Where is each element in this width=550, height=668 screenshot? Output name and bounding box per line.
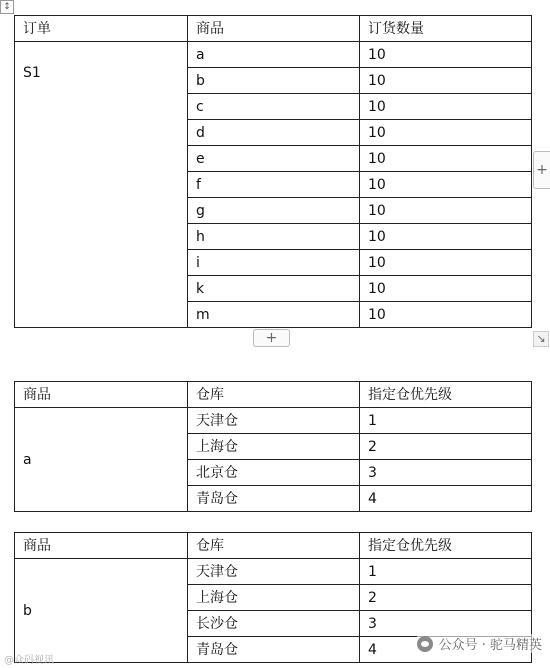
- warehouse-cell[interactable]: 长沙仓: [188, 611, 360, 637]
- watermark-left: @众码视讯: [4, 655, 54, 666]
- warehouse-cell[interactable]: 天津仓: [188, 408, 360, 434]
- priority-cell[interactable]: 1: [360, 408, 532, 434]
- warehouse-cell[interactable]: 北京仓: [188, 460, 360, 486]
- priority-cell[interactable]: 1: [360, 559, 532, 585]
- product-cell[interactable]: b: [188, 68, 360, 94]
- product-cell[interactable]: i: [188, 250, 360, 276]
- add-row-button[interactable]: +: [253, 329, 290, 347]
- warehouse-cell[interactable]: 天津仓: [188, 559, 360, 585]
- product-cell[interactable]: a: [15, 408, 188, 512]
- warehouse-cell[interactable]: 上海仓: [188, 434, 360, 460]
- product-cell[interactable]: h: [188, 224, 360, 250]
- header-cell[interactable]: 仓库: [188, 533, 360, 559]
- warehouse-cell[interactable]: 青岛仓: [188, 637, 360, 663]
- header-cell[interactable]: 商品: [15, 382, 188, 408]
- header-cell[interactable]: 商品: [15, 533, 188, 559]
- qty-cell[interactable]: 10: [360, 68, 532, 94]
- product-cell[interactable]: e: [188, 146, 360, 172]
- qty-cell[interactable]: 10: [360, 172, 532, 198]
- product-cell[interactable]: m: [188, 302, 360, 328]
- qty-cell[interactable]: 10: [360, 276, 532, 302]
- watermark: [417, 634, 542, 653]
- order-table: [14, 15, 532, 328]
- qty-cell[interactable]: 10: [360, 250, 532, 276]
- priority-cell[interactable]: 3: [360, 460, 532, 486]
- priority-cell[interactable]: 2: [360, 434, 532, 460]
- product-cell[interactable]: d: [188, 120, 360, 146]
- table-move-handle[interactable]: ↕: [0, 0, 14, 14]
- priority-cell[interactable]: 4: [360, 637, 532, 663]
- table-row: [15, 408, 532, 434]
- qty-cell[interactable]: 10: [360, 302, 532, 328]
- qty-cell[interactable]: 10: [360, 120, 532, 146]
- table-resize-icon[interactable]: ↘: [533, 331, 549, 347]
- table-header-row: [15, 16, 532, 42]
- wechat-icon: [417, 636, 433, 652]
- header-cell[interactable]: 订单: [15, 16, 188, 42]
- qty-cell[interactable]: 10: [360, 146, 532, 172]
- warehouse-priority-table-a: [14, 381, 532, 512]
- warehouse-cell[interactable]: 青岛仓: [188, 486, 360, 512]
- priority-cell[interactable]: 3: [360, 611, 532, 637]
- product-cell[interactable]: k: [188, 276, 360, 302]
- product-cell[interactable]: c: [188, 94, 360, 120]
- header-cell[interactable]: 指定仓优先级: [360, 533, 532, 559]
- order-id-cell[interactable]: S1: [15, 42, 188, 328]
- product-cell[interactable]: b: [15, 559, 188, 663]
- qty-cell[interactable]: 10: [360, 224, 532, 250]
- product-cell[interactable]: a: [188, 42, 360, 68]
- table-row: [15, 559, 532, 585]
- header-cell[interactable]: 商品: [188, 16, 360, 42]
- table-row: [15, 42, 532, 68]
- product-cell[interactable]: f: [188, 172, 360, 198]
- qty-cell[interactable]: 10: [360, 198, 532, 224]
- header-cell[interactable]: 指定仓优先级: [360, 382, 532, 408]
- add-column-button[interactable]: +: [533, 151, 550, 189]
- qty-cell[interactable]: 10: [360, 42, 532, 68]
- priority-cell[interactable]: 4: [360, 486, 532, 512]
- product-cell[interactable]: g: [188, 198, 360, 224]
- header-cell[interactable]: 仓库: [188, 382, 360, 408]
- table-header-row: [15, 382, 532, 408]
- header-cell[interactable]: 订货数量: [360, 16, 532, 42]
- watermark-text: 公众号 · 驼马精英: [438, 638, 542, 653]
- table-header-row: [15, 533, 532, 559]
- priority-cell[interactable]: 2: [360, 585, 532, 611]
- qty-cell[interactable]: 10: [360, 94, 532, 120]
- warehouse-cell[interactable]: 上海仓: [188, 585, 360, 611]
